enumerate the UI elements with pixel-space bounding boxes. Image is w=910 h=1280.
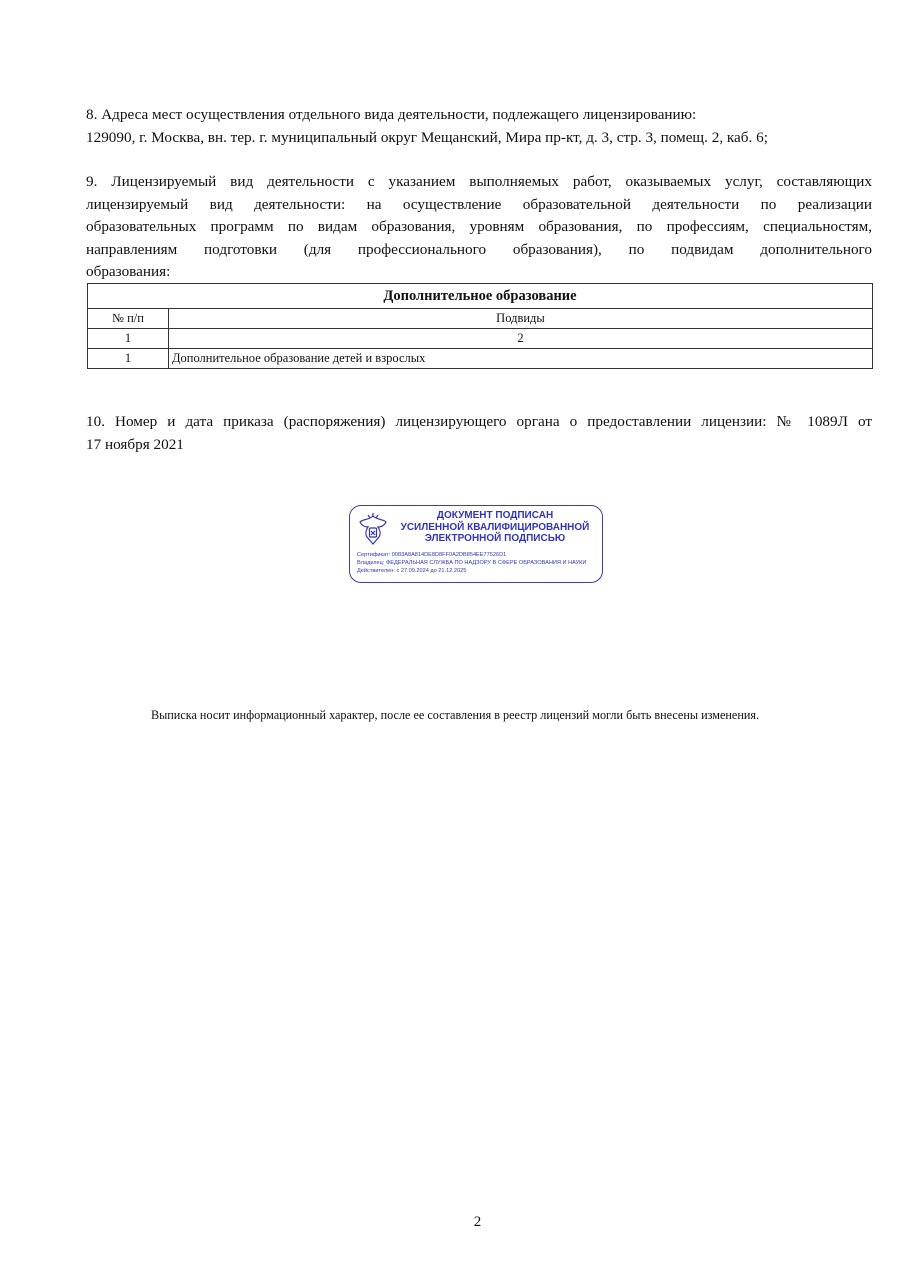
stamp-owner: Владелец: ФЕДЕРАЛЬНАЯ СЛУЖБА ПО НАДЗОРУ В СФЕРЕ ОБРАЗОВАНИЯ И НАУКИ (357, 560, 587, 566)
section-9-line: лицензируемый вид деятельности: на осуществление образовательной деятельности по реализации (86, 195, 872, 213)
stamp-validity: Действителен: с 27.09.2024 до 21.12.2025 (357, 568, 467, 574)
stamp-heading (390, 510, 600, 545)
stamp-heading-line: ЭЛЕКТРОННОЙ ПОДПИСЬЮ (424, 533, 566, 544)
column-number-2: 2 (169, 329, 873, 349)
section-8-address: 129090, г. Москва, вн. тер. г. муниципальный округ Мещанский, Мира пр-кт, д. 3, стр. 3, помещ. 2, каб. 6; (86, 128, 768, 146)
section-8-heading: 8. Адреса мест осуществления отдельного вида деятельности, подлежащего лицензированию: (86, 106, 697, 123)
column-header-number: № п/п (88, 309, 169, 329)
license-table (87, 283, 873, 369)
section-10-date: 17 ноября 2021 (86, 435, 184, 453)
table-numbering-row (88, 329, 873, 349)
stamp-heading-line: ДОКУМЕНТ ПОДПИСАН (436, 510, 554, 521)
section-9 (86, 171, 872, 284)
page-number: 2 (473, 1214, 482, 1230)
section-10-order (86, 411, 872, 434)
section-9-line: образования: (86, 263, 171, 280)
section-10 (86, 411, 872, 456)
table-header-row (88, 309, 873, 329)
section-9-line: 9. Лицензируемый вид деятельности с указанием выполняемых работ, оказываемых услуг, составляющих (86, 173, 872, 190)
table-title-row (88, 284, 873, 309)
section-10-line: 10. Номер и дата приказа (распоряжения) лицензирующего органа о предоставлении лицензии: № 1089Л от (86, 413, 872, 430)
table-row (88, 349, 873, 369)
coat-of-arms-icon (357, 512, 389, 548)
column-number-1: 1 (88, 329, 169, 349)
table-title: Дополнительное образование (88, 284, 873, 309)
electronic-signature-stamp (349, 505, 603, 583)
stamp-heading-line: УСИЛЕННОЙ КВАЛИФИЦИРОВАННОЙ (400, 521, 590, 533)
section-9-line: направлениям подготовки (для профессионального образования), по подвидам дополнительного (86, 240, 872, 258)
section-8 (86, 104, 872, 149)
row-number: 1 (88, 349, 169, 369)
stamp-certificate: Сертификат: 0083A8A814DE8D8FF0A2DB854EE77526D1 (357, 552, 507, 558)
row-subtype: Дополнительное образование детей и взрослых (169, 349, 873, 369)
column-header-subtypes: Подвиды (169, 309, 873, 329)
section-9-line: образовательных программ по видам образования, уровням образования, по профессиям, специальностям, (86, 218, 872, 235)
disclaimer-note: Выписка носит информационный характер, после ее составления в реестр лицензий могли быть внесены изменения. (150, 708, 760, 722)
